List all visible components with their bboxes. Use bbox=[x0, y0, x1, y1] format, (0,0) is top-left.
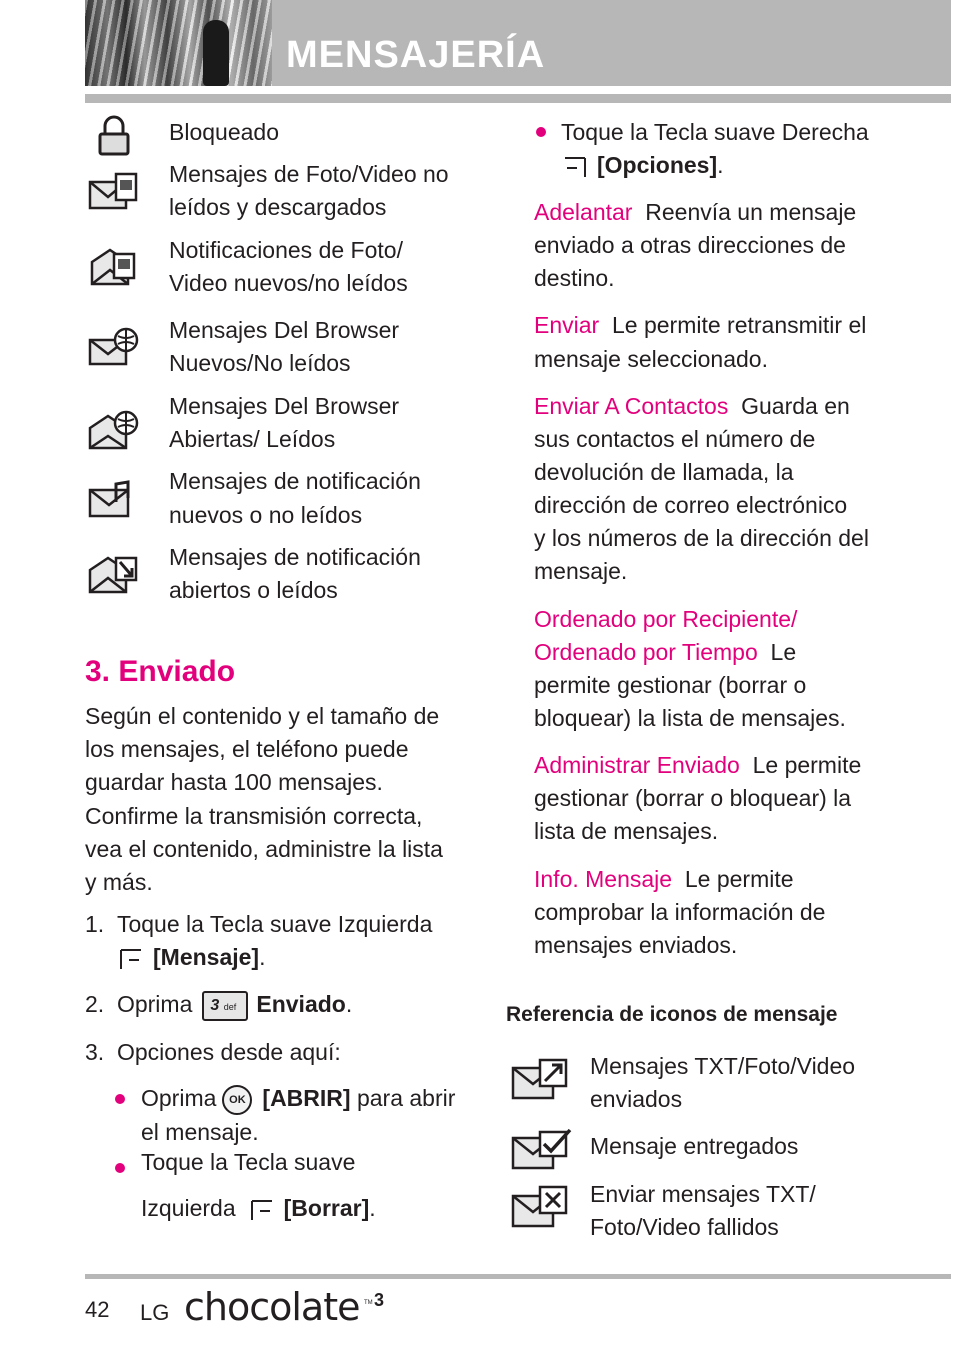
option-desc: sus contactos el número de bbox=[534, 426, 816, 452]
step-2 bbox=[85, 988, 352, 1021]
bullet-dot bbox=[536, 127, 546, 137]
step-2-end: . bbox=[345, 991, 353, 1017]
option-save-contacts bbox=[534, 390, 850, 423]
left-softkey-icon bbox=[119, 947, 143, 971]
left-softkey-icon bbox=[250, 1198, 274, 1222]
intro-line-5: vea el contenido, administre la lista bbox=[85, 836, 443, 862]
header-divider bbox=[85, 94, 951, 103]
lg-chocolate-logo bbox=[140, 1282, 390, 1332]
header-photo bbox=[85, 0, 272, 86]
option-desc: devolución de llamada, la bbox=[534, 459, 794, 485]
icon-label-photo-video-unread-1: Mensajes de Foto/Video no bbox=[169, 161, 449, 187]
photo-video-notification-new-icon bbox=[88, 246, 140, 288]
option-desc: Le permite bbox=[752, 752, 862, 778]
step-1-key-line bbox=[113, 941, 265, 974]
option-desc: Le bbox=[770, 639, 797, 665]
icon-label-locked: Bloqueado bbox=[169, 119, 279, 145]
right-bullet-line1: Toque la Tecla suave Derecha bbox=[561, 119, 869, 145]
bullet-open-pre: Oprima bbox=[141, 1085, 217, 1111]
icon-ref-failed-2: Foto/Video fallidos bbox=[590, 1214, 779, 1240]
icon-label-notification-opened-1: Mensajes de notificación bbox=[169, 544, 421, 570]
bullet-open-post: para abrir bbox=[356, 1085, 456, 1111]
intro-line-1: Según el contenido y el tamaño de bbox=[85, 703, 440, 729]
icon-label-browser-new-2: Nuevos/No leídos bbox=[169, 350, 351, 376]
bullet-delete-pre: Izquierda bbox=[141, 1195, 236, 1221]
step-3 bbox=[85, 1036, 341, 1069]
option-desc: permite gestionar (borrar o bbox=[534, 672, 807, 698]
icon-label-notification-new-1: Mensajes de notificación bbox=[169, 468, 421, 494]
bullet-delete-end: . bbox=[369, 1195, 376, 1221]
option-term: Adelantar bbox=[534, 199, 633, 225]
intro-line-3: guardar hasta 100 mensajes. bbox=[85, 769, 383, 795]
icon-label-browser-new-1: Mensajes Del Browser bbox=[169, 317, 400, 343]
step-1 bbox=[85, 908, 432, 941]
option-manage-sent bbox=[534, 749, 861, 782]
option-desc: bloquear) la lista de mensajes. bbox=[534, 705, 846, 731]
option-term: Ordenado por Recipiente/ bbox=[534, 606, 798, 632]
browser-message-new-icon bbox=[88, 326, 140, 368]
bullet-dot bbox=[115, 1163, 125, 1173]
step-3-text: Opciones desde aquí: bbox=[116, 1039, 341, 1065]
option-term: Info. Mensaje bbox=[534, 866, 673, 892]
option-term: Enviar A Contactos bbox=[534, 393, 729, 419]
step-1-end: . bbox=[259, 944, 266, 970]
bullet-open-key: [ABRIR] bbox=[262, 1085, 351, 1111]
option-desc: lista de mensajes. bbox=[534, 818, 719, 844]
intro-line-2: los mensajes, el teléfono puede bbox=[85, 736, 409, 762]
option-term: Ordenado por Tiempo bbox=[534, 639, 758, 665]
option-desc: Reenvía un mensaje bbox=[645, 199, 857, 225]
intro-line-6: y más. bbox=[85, 869, 153, 895]
option-desc: gestionar (borrar o bloquear) la bbox=[534, 785, 852, 811]
option-sort bbox=[534, 636, 796, 669]
page-title: MENSAJERÍA bbox=[286, 34, 546, 76]
bullet-delete-line2 bbox=[141, 1192, 376, 1225]
option-desc: destino. bbox=[534, 265, 615, 291]
right-softkey-icon bbox=[563, 155, 587, 179]
logo-tm: TM bbox=[364, 1300, 373, 1306]
option-desc: enviado a otras direcciones de bbox=[534, 232, 846, 258]
option-desc: y los números de la dirección del bbox=[534, 525, 869, 551]
icon-label-photo-video-unread-2: leídos y descargados bbox=[169, 194, 387, 220]
page-number: 42 bbox=[85, 1297, 110, 1322]
failed-message-icon bbox=[510, 1184, 570, 1230]
delivered-message-icon bbox=[510, 1128, 574, 1174]
logo-version: 3 bbox=[374, 1290, 385, 1310]
right-bullet-key: [Opciones] bbox=[597, 152, 718, 178]
step-1-key: [Mensaje] bbox=[153, 944, 260, 970]
step-1-number: 1. bbox=[85, 911, 105, 937]
sent-message-icon bbox=[510, 1058, 570, 1104]
icon-label-notification-new-2: nuevos o no leídos bbox=[169, 502, 363, 528]
bullet-open-line2: el mensaje. bbox=[141, 1119, 259, 1145]
ok-key-icon: OK bbox=[222, 1085, 252, 1115]
key-3-icon bbox=[202, 991, 248, 1021]
logo-product: chocolate bbox=[184, 1285, 360, 1329]
option-term: Administrar Enviado bbox=[534, 752, 740, 778]
lock-icon bbox=[88, 114, 140, 156]
option-message-info bbox=[534, 863, 794, 896]
icon-label-notification-photo-2: Video nuevos/no leídos bbox=[169, 270, 408, 296]
icon-reference-heading: Referencia de iconos de mensaje bbox=[506, 1003, 838, 1026]
bullet-delete-key: [Borrar] bbox=[283, 1195, 370, 1221]
photo-video-message-unread-icon bbox=[88, 170, 140, 212]
notification-message-opened-icon bbox=[88, 552, 140, 594]
step-1-text: Toque la Tecla suave Izquierda bbox=[116, 911, 433, 937]
footer-divider bbox=[85, 1274, 951, 1279]
option-forward bbox=[534, 196, 856, 229]
notification-message-new-icon bbox=[88, 478, 140, 520]
option-desc: Le permite retransmitir el bbox=[611, 312, 867, 338]
section-heading: 3. Enviado bbox=[85, 655, 236, 688]
browser-message-opened-icon bbox=[88, 408, 140, 450]
step-2-number: 2. bbox=[85, 991, 105, 1017]
icon-ref-failed-1: Enviar mensajes TXT/ bbox=[590, 1181, 816, 1207]
right-bullet-end: . bbox=[717, 152, 724, 178]
option-desc: dirección de correo electrónico bbox=[534, 492, 848, 518]
icon-ref-delivered: Mensaje entregados bbox=[590, 1133, 799, 1159]
right-bullet-line2 bbox=[561, 149, 724, 182]
icon-label-notification-photo-1: Notificaciones de Foto/ bbox=[169, 237, 403, 263]
intro-line-4: Confirme la transmisión correcta, bbox=[85, 803, 423, 829]
icon-ref-sent-2: enviados bbox=[590, 1086, 683, 1112]
key-3-letters: def bbox=[223, 1001, 237, 1012]
icon-label-notification-opened-2: abiertos o leídos bbox=[169, 577, 338, 603]
key-3-digit: 3 bbox=[210, 996, 220, 1014]
step-2-text: Oprima bbox=[116, 991, 193, 1017]
step-2-key: Enviado bbox=[256, 991, 346, 1017]
bullet-dot bbox=[115, 1094, 125, 1104]
option-desc: mensajes enviados. bbox=[534, 932, 738, 958]
bullet-delete-line1: Toque la Tecla suave bbox=[141, 1149, 356, 1175]
icon-label-browser-opened-2: Abiertas/ Leídos bbox=[169, 426, 336, 452]
option-desc: mensaje seleccionado. bbox=[534, 346, 768, 372]
icon-label-browser-opened-1: Mensajes Del Browser bbox=[169, 393, 400, 419]
step-3-number: 3. bbox=[85, 1039, 105, 1065]
option-desc: Guarda en bbox=[741, 393, 850, 419]
icon-ref-sent-1: Mensajes TXT/Foto/Video bbox=[590, 1053, 856, 1079]
option-term: Enviar bbox=[534, 312, 600, 338]
option-desc: mensaje. bbox=[534, 558, 628, 584]
option-desc: Le permite bbox=[684, 866, 794, 892]
option-desc: comprobar la información de bbox=[534, 899, 826, 925]
bullet-open bbox=[141, 1082, 455, 1115]
option-resend bbox=[534, 309, 866, 342]
logo-brand: LG bbox=[140, 1300, 170, 1325]
